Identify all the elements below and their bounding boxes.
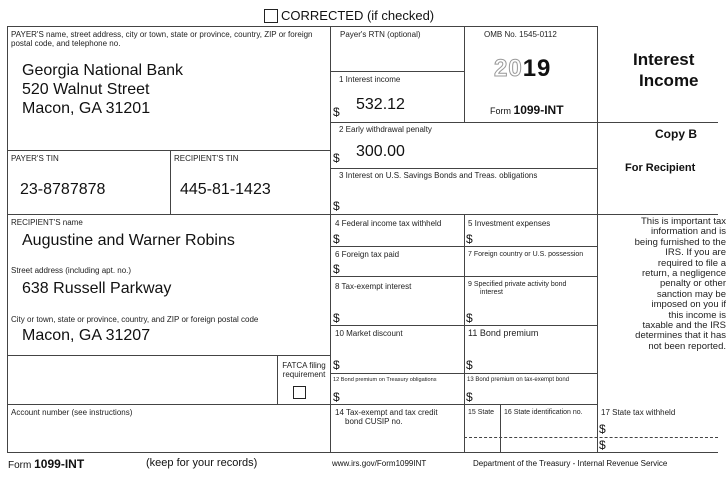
box15-label: 15 State bbox=[468, 409, 495, 416]
recipient-name[interactable]: Augustine and Warner Robins bbox=[22, 232, 235, 249]
form-name-top: 1099-INT bbox=[513, 103, 564, 117]
box11-label: 11 Bond premium bbox=[468, 328, 539, 338]
box12-dollar: $ bbox=[333, 390, 340, 404]
footer-keep-records: (keep for your records) bbox=[146, 457, 258, 469]
notice-line: return, a negligence bbox=[642, 268, 726, 280]
box10-label: 10 Market discount bbox=[335, 329, 403, 338]
recipient-tin[interactable]: 445-81-1423 bbox=[180, 181, 271, 198]
divider-left-column bbox=[330, 26, 331, 452]
box3-label: 3 Interest on U.S. Savings Bonds and Treas. obligations bbox=[339, 171, 538, 180]
hline-account-top bbox=[7, 404, 597, 405]
box2-label: 2 Early withdrawal penalty bbox=[339, 125, 432, 134]
fatca-label-line1: FATCA filing bbox=[282, 361, 326, 370]
footer-form-word: Form bbox=[8, 460, 32, 471]
footer-url[interactable]: www.irs.gov/Form1099INT bbox=[332, 459, 427, 468]
notice-line: IRS. If you are bbox=[665, 247, 726, 259]
bottom-border bbox=[7, 452, 718, 453]
notice-line: not been reported. bbox=[648, 340, 726, 352]
box14-label bbox=[335, 408, 438, 426]
dashed-state-row bbox=[464, 437, 718, 438]
payer-tin[interactable]: 23-8787878 bbox=[20, 181, 106, 198]
box13-label: 13 Bond premium on tax-exempt bond bbox=[467, 377, 570, 383]
box14-label-line1: 14 Tax-exempt and tax credit bbox=[335, 408, 438, 417]
hline-box1-bottom bbox=[330, 122, 718, 123]
tax-year-suffix: 19 bbox=[522, 55, 552, 82]
corrected-label: CORRECTED (if checked) bbox=[281, 8, 435, 23]
recipient-city-label: City or town, state or province, country, and ZIP or foreign postal code bbox=[11, 315, 259, 324]
hline-box8-bottom bbox=[330, 325, 597, 326]
box1-label: 1 Interest income bbox=[339, 75, 401, 84]
box17-dollar: $ bbox=[599, 422, 606, 436]
notice-line: penalty or other bbox=[659, 278, 726, 290]
hline-box6-bottom bbox=[330, 276, 597, 277]
recipient-street-label: Street address (including apt. no.) bbox=[11, 266, 132, 275]
omb-number: OMB No. 1545-0112 bbox=[484, 30, 557, 39]
fatca-checkbox[interactable] bbox=[293, 386, 306, 399]
hline-payer-bottom bbox=[7, 150, 330, 151]
box9-label-line1: 9 Specified private activity bond bbox=[468, 281, 567, 288]
divider-b15-b16 bbox=[500, 404, 501, 452]
footer-form-name: 1099-INT bbox=[34, 457, 85, 471]
notice-line: sanction may be bbox=[656, 288, 726, 300]
divider-middle-boxes bbox=[464, 214, 465, 452]
important-tax-notice bbox=[598, 217, 726, 352]
notice-line: information and is bbox=[651, 226, 726, 238]
left-border bbox=[7, 26, 8, 452]
box12-label: 12 Bond premium on Treasury obligations bbox=[333, 377, 437, 383]
payer-name[interactable]: Georgia National Bank bbox=[22, 62, 183, 79]
hline-box4-bottom bbox=[330, 246, 597, 247]
payer-rtn-label: Payer's RTN (optional) bbox=[340, 30, 421, 39]
copy-b: Copy B bbox=[655, 127, 697, 141]
top-border bbox=[7, 26, 597, 27]
notice-line: determines that it has bbox=[635, 330, 726, 342]
hline-rtn-bottom bbox=[330, 71, 464, 72]
for-recipient: For Recipient bbox=[625, 162, 696, 174]
box8-dollar: $ bbox=[333, 311, 340, 325]
hline-box3-bottom bbox=[330, 214, 718, 215]
form-label-top bbox=[490, 103, 564, 117]
box14-label-line2: bond CUSIP no. bbox=[345, 417, 403, 426]
notice-line: this income is bbox=[668, 309, 726, 321]
box16-label: 16 State identification no. bbox=[504, 409, 583, 416]
recipient-tin-label: RECIPIENT'S TIN bbox=[174, 154, 239, 163]
tax-year bbox=[494, 55, 551, 83]
corrected-checkbox[interactable] bbox=[264, 9, 278, 23]
footer-form bbox=[8, 457, 84, 471]
payer-tin-label: PAYER'S TIN bbox=[11, 154, 59, 163]
form-title-line1: Interest bbox=[633, 50, 695, 69]
box6-label: 6 Foreign tax paid bbox=[335, 250, 400, 259]
box9-label-line2: interest bbox=[480, 289, 503, 296]
footer-department: Department of the Treasury - Internal Revenue Service bbox=[473, 459, 668, 468]
payer-city[interactable]: Macon, GA 31201 bbox=[22, 100, 151, 117]
box4-dollar: $ bbox=[333, 232, 340, 246]
payer-label: PAYER'S name, street address, city or town, state or province, country, ZIP or foreign postal code, and telephone no. bbox=[11, 30, 313, 48]
box1-dollar: $ bbox=[333, 105, 340, 119]
notice-line: taxable and the IRS bbox=[642, 320, 726, 332]
recipient-name-label: RECIPIENT'S name bbox=[11, 218, 83, 227]
hline-recipient-bottom bbox=[7, 355, 330, 356]
box5-label: 5 Investment expenses bbox=[468, 219, 551, 228]
box4-label: 4 Federal income tax withheld bbox=[335, 219, 442, 228]
box3-dollar: $ bbox=[333, 199, 340, 213]
box2-dollar: $ bbox=[333, 151, 340, 165]
box13-dollar: $ bbox=[466, 390, 473, 404]
box6-dollar: $ bbox=[333, 262, 340, 276]
box17-dollar-2: $ bbox=[599, 438, 606, 452]
form-title-line2: Income bbox=[639, 71, 699, 90]
recipient-city[interactable]: Macon, GA 31207 bbox=[22, 327, 151, 344]
box1-interest-income[interactable]: 532.12 bbox=[356, 96, 405, 113]
box10-dollar: $ bbox=[333, 358, 340, 372]
box7-label: 7 Foreign country or U.S. possession bbox=[468, 251, 584, 258]
fatca-label-line2: requirement bbox=[282, 370, 326, 379]
hline-tin-bottom bbox=[7, 214, 330, 215]
hline-box10-bottom bbox=[330, 373, 597, 374]
box9-dollar: $ bbox=[466, 311, 473, 325]
box9-label bbox=[468, 281, 594, 297]
fatca-label bbox=[278, 361, 330, 379]
hline-box2-bottom bbox=[330, 168, 597, 169]
account-number-label: Account number (see instructions) bbox=[11, 408, 133, 417]
recipient-street[interactable]: 638 Russell Parkway bbox=[22, 280, 172, 297]
box11-dollar: $ bbox=[466, 358, 473, 372]
box2-early-withdrawal-penalty[interactable]: 300.00 bbox=[356, 143, 405, 160]
notice-line: required to file a bbox=[657, 257, 726, 269]
divider-tins bbox=[170, 150, 171, 214]
notice-line: This is important tax bbox=[641, 216, 726, 227]
notice-line: being furnished to the bbox=[634, 236, 726, 248]
box17-label: 17 State tax withheld bbox=[601, 408, 676, 417]
payer-street[interactable]: 520 Walnut Street bbox=[22, 81, 150, 98]
divider-rtn-omb bbox=[464, 26, 465, 122]
box8-label: 8 Tax-exempt interest bbox=[335, 282, 412, 291]
form-word-top: Form bbox=[490, 106, 511, 116]
tax-year-prefix: 20 bbox=[494, 55, 523, 82]
box5-dollar: $ bbox=[466, 232, 473, 246]
notice-line: imposed on you if bbox=[651, 299, 726, 311]
